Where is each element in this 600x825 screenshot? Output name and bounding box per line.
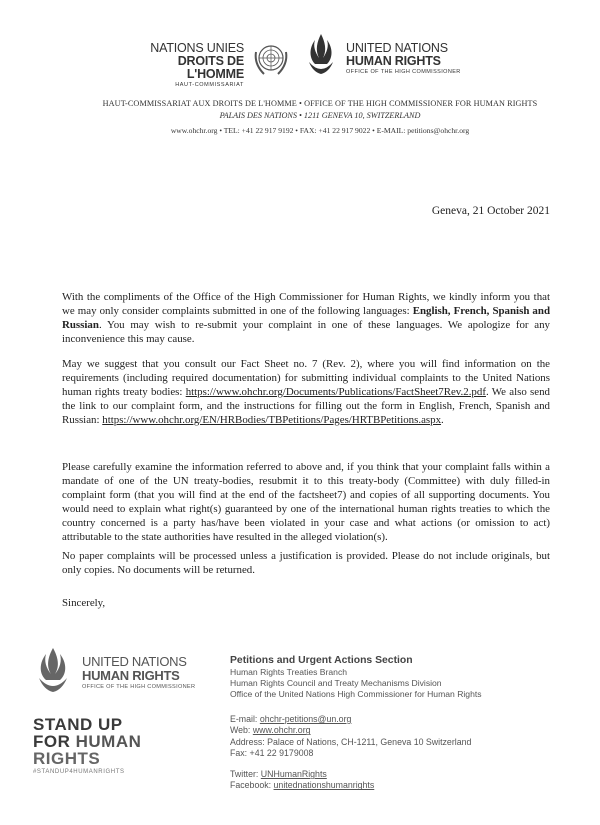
facebook-link[interactable]: unitednationshumanrights xyxy=(273,780,375,791)
footer-un-line1: UNITED NATIONS xyxy=(82,654,187,669)
p1-languages: English, French, Spanish and Russian xyxy=(62,305,550,331)
p4-text: No paper complaints will be processed unless a justification is provided. Please do not include originals, but only copies. No documents will be returned. xyxy=(62,550,550,576)
fax-row: Fax: +41 22 9179008 xyxy=(230,747,314,758)
standup-for: FOR xyxy=(33,732,76,751)
twitter-link[interactable]: UNHumanRights xyxy=(260,769,327,780)
standup-line2 xyxy=(33,733,141,750)
paragraph-paper-complaints xyxy=(62,549,550,577)
paragraph-languages xyxy=(62,290,550,346)
letterhead-fr-line3: HAUT-COMMISSARIAT xyxy=(175,82,244,89)
ohchr-flame-logo-icon xyxy=(303,32,339,82)
email-row xyxy=(230,714,570,725)
footer-un-logo-text xyxy=(82,655,195,691)
letterhead-contact-line: www.ohchr.org • TEL: +41 22 917 9192 • FAX: +41 22 917 9022 • E-MAIL: petitions@ohchr.org xyxy=(170,126,470,135)
p3-text: Please carefully examine the information referred to above and, if you think that your complaint falls within a mandate of one of the UN treaty-bodies, resubmit it to this treaty-body (Committee) with duly filled-in complaint form (that you will find at the end of the factsheet7) and copies of all supporting documents. You would need to explain what right(s) guaranteed by one of the international human rights treaties to which the country concerned is a party has/have been violated in your case and what actions (or omission to act) attributable to the state authorities have resulted in the alleged violation(s). xyxy=(62,461,550,543)
footer-un-line3: OFFICE OF THE HIGH COMMISSIONER xyxy=(82,684,196,691)
section-line: Human Rights Treaties Branch xyxy=(230,667,348,677)
letterhead-en-line3: OFFICE OF THE HIGH COMMISSIONER xyxy=(346,69,461,76)
letterhead-french xyxy=(126,42,244,89)
p2-text-b: . We also send the link to our complaint form, and the instructions for filling out the form in English, French, Spanish and Russian: xyxy=(62,386,550,426)
section-title: Petitions and Urgent Actions Section xyxy=(230,655,413,666)
letterhead-english xyxy=(346,42,486,76)
web-row xyxy=(230,725,570,736)
factsheet-link[interactable]: https://www.ohchr.org/Documents/Publications/FactSheet7Rev.2.pdf xyxy=(185,386,486,398)
closing: Sincerely, xyxy=(62,597,106,609)
standup-line3: RIGHTS xyxy=(33,749,101,768)
letterhead-address-line2: PALAIS DES NATIONS • 1211 GENEVA 10, SWITZERLAND xyxy=(219,111,421,120)
letterhead-en-line1: UNITED NATIONS xyxy=(346,41,448,55)
p1-text-a: With the compliments of the Office of the High Commissioner for Human Rights, we kindly inform you that we may only consider complaints submitted in one of the following languages: xyxy=(62,291,550,317)
paragraph-instructions xyxy=(62,460,550,544)
email-link[interactable]: ohchr-petitions@un.org xyxy=(259,714,352,724)
footer-flame-logo-icon xyxy=(33,646,73,698)
standup-campaign-logo xyxy=(33,716,141,775)
section-line: Human Rights Council and Treaty Mechanisms Division xyxy=(230,678,442,689)
facebook-label: Facebook: xyxy=(230,780,274,791)
standup-hashtag: #STANDUP4HUMANRIGHTS xyxy=(33,769,125,775)
facebook-row xyxy=(230,780,570,791)
letterhead-fr-line1: NATIONS UNIES xyxy=(150,41,244,55)
twitter-label: Twitter: xyxy=(230,769,261,780)
address-row: Address: Palace of Nations, CH-1211, Geneva 10 Switzerland xyxy=(230,736,472,747)
section-info xyxy=(230,655,570,701)
letterhead-address-line1: HAUT-COMMISSARIAT AUX DROITS DE L'HOMME • OFFICE OF THE HIGH COMMISSIONER FOR HUMAN RIGHTS xyxy=(102,99,538,108)
twitter-row xyxy=(230,769,570,780)
letterhead-en-line2: HUMAN RIGHTS xyxy=(346,54,441,69)
contact-details xyxy=(230,714,570,792)
email-label: E-mail: xyxy=(230,714,260,724)
p1-text-c: . You may wish to re-submit your complaint in one of these languages. We apologize for any inconvenience this may cause. xyxy=(62,319,550,345)
letterhead-fr-line2: DROITS DE L'HOMME xyxy=(177,54,244,82)
footer-un-line2: HUMAN RIGHTS xyxy=(82,667,180,683)
p2-text-a: May we suggest that you consult our Fact Sheet no. 7 (Rev. 2), where you will find information on the requirements (including required documentation) for submitting individual complaints to the United Nations human rights treaty bodies: xyxy=(62,358,550,398)
web-link[interactable]: www.ohchr.org xyxy=(252,725,311,736)
p2-text-c: . xyxy=(441,414,444,426)
letter-date: Geneva, 21 October 2021 xyxy=(431,205,550,217)
paragraph-fact-sheet xyxy=(62,357,550,427)
standup-human: HUMAN xyxy=(75,732,142,751)
section-line: Office of the United Nations High Commissioner for Human Rights xyxy=(230,689,482,700)
petitions-page-link[interactable]: https://www.ohchr.org/EN/HRBodies/TBPetitions/Pages/HRTBPetitions.aspx xyxy=(102,414,442,426)
standup-line1: STAND UP xyxy=(33,715,123,734)
un-emblem-icon xyxy=(250,38,292,80)
web-label: Web: xyxy=(230,725,253,736)
